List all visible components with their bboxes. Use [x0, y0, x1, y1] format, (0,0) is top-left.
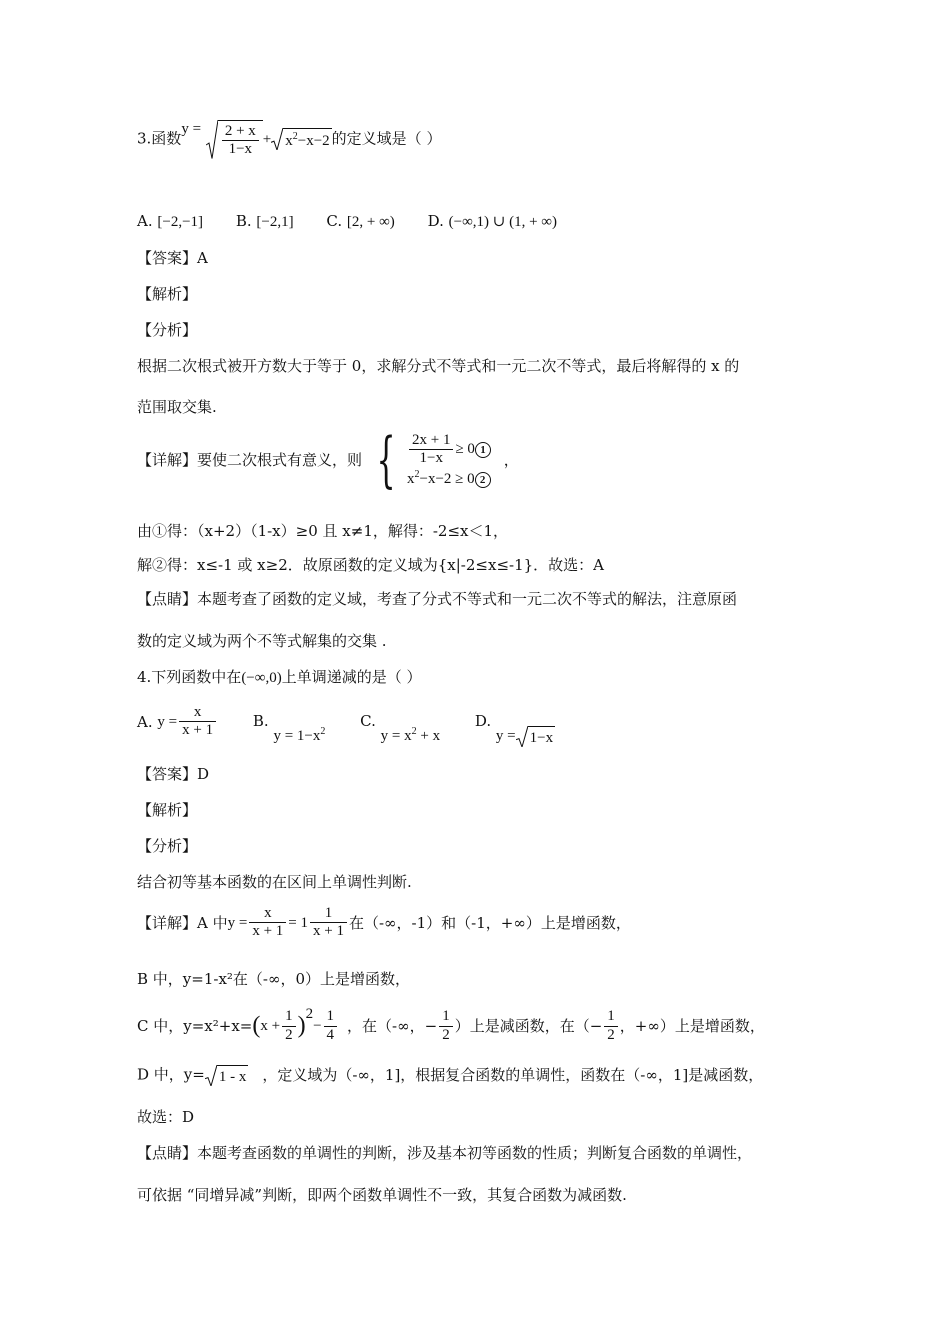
q4-option-c: [360, 712, 440, 745]
q3-prefix: 3.函数: [137, 129, 182, 148]
sys2-x: x: [406, 471, 415, 488]
option-y: y =: [157, 713, 178, 730]
q3-sqrt-2: [271, 128, 331, 150]
q4-dianjing-2: 可依据 “同增异减”判断，即两个函数单调性不一致，其复合函数为减函数.: [137, 1186, 627, 1204]
detailC-q-num: 1: [326, 1008, 335, 1025]
q3-sys-row-1: [407, 432, 491, 468]
detailD-prefix: D 中，y=: [137, 1065, 205, 1084]
detailD-sqrt: [205, 1065, 249, 1086]
q3-option-b: [236, 212, 294, 231]
q4-suffix: 上单调递减的是（ ）: [281, 668, 422, 686]
q4-detail-c: [137, 1005, 765, 1044]
detailA-eq: = 1: [288, 914, 309, 931]
q3-suffix: 的定义域是（ ）: [331, 129, 442, 148]
q3-dianjing-2: 数的定义域为两个不等式解集的交集 .: [137, 632, 387, 650]
option-expr: [−2,1]: [256, 214, 294, 230]
q4-option-b: [253, 712, 326, 745]
q4-option-d: [475, 712, 555, 747]
detailC-mid-num: 1: [442, 1008, 450, 1025]
brace-icon: {: [376, 425, 396, 495]
option-letter: A.: [137, 212, 153, 230]
q4-detail-b: B 中，y=1-x²在（-∞，0）上是增函数，: [137, 970, 411, 988]
optB-sup: 2: [320, 725, 326, 737]
sys1-den: 1−x: [409, 449, 453, 467]
option-letter: D.: [474, 711, 492, 730]
q3-option-d: [428, 212, 557, 231]
option-letter: A.: [137, 712, 153, 731]
q4-stem: [137, 668, 422, 687]
optD-sqrt: [516, 726, 555, 747]
paren-right-icon: ): [297, 1012, 306, 1039]
optA-num: x: [193, 704, 202, 720]
optD-y: y =: [495, 727, 516, 744]
q3-option-c: [326, 212, 394, 231]
detailD-rad: 1 - x: [217, 1065, 249, 1086]
sys2-sup: 2: [414, 469, 420, 481]
q3-rad2: x: [285, 133, 293, 150]
detailC-q-den: 4: [324, 1026, 338, 1044]
sys2-tail: −x−2 ≥ 0: [419, 471, 475, 488]
q3-detail: [137, 425, 519, 495]
q3-sys-comma: ，: [503, 451, 519, 469]
detailD-suffix: ，定义域为（-∞，1]，根据复合函数的单调性，函数在（-∞，1]是减函数，: [262, 1065, 764, 1084]
q4-interval: (−∞,0): [241, 670, 282, 686]
q3-options: [137, 212, 585, 231]
q4-fenxi-text: 结合初等基本函数的在区间上单调性判断.: [137, 873, 412, 891]
q4-answer: 【答案】D: [137, 765, 210, 783]
q4-choice: 故选：D: [137, 1108, 195, 1126]
q3-frac-num: 2 + x: [224, 123, 256, 139]
q3-step-2: 解②得：x≤-1 或 x≥2．故原函数的定义域为{x|-2≤x≤-1}．故选：A: [137, 556, 605, 574]
option-expr: (−∞,1) ∪ (1, + ∞): [448, 214, 557, 230]
sys1-num: 2x + 1: [411, 431, 451, 448]
q3-fenxi-text-2: 范围取交集.: [137, 398, 217, 416]
circled-2-icon: 2: [475, 472, 491, 488]
detailC-prefix: C 中，y=x²+x=: [137, 1017, 253, 1035]
detailC-end: ，+∞）上是增函数，: [619, 1017, 765, 1035]
detailC-mid2-den: 2: [604, 1026, 618, 1044]
optC-expr: y = x: [380, 727, 412, 744]
detailC-mid-den: 2: [439, 1026, 453, 1044]
q3-y-eq: y =: [181, 121, 202, 137]
q3-answer: 【答案】A: [137, 249, 208, 267]
option-letter: C.: [360, 711, 376, 730]
q3-stem: [137, 120, 441, 159]
q3-dianjing-1: 【点睛】本题考查了函数的定义域，考查了分式不等式和一元二次不等式的解法，注意原函: [137, 590, 738, 608]
detailA-y: y =: [227, 914, 248, 931]
option-letter: B.: [252, 711, 269, 730]
q3-inequality-system: [367, 425, 491, 495]
detailC-mid: ，在（-∞，−: [347, 1017, 438, 1035]
detailA-prefix: 【详解】A 中: [137, 913, 228, 932]
detailC-x: x +: [260, 1018, 281, 1034]
q3-sys-row-2: [407, 469, 491, 488]
q3-rad2-sup: 2: [292, 131, 298, 143]
circled-1-icon: 1: [475, 442, 491, 458]
option-expr: [−2,−1]: [157, 214, 204, 230]
detailA-den2: x + 1: [310, 922, 347, 940]
q3-step-1: 由①得：（x+2）（1-x）≥0 且 x≠1，解得：-2≤x＜1，: [137, 522, 509, 540]
detailC-half-num: 1: [285, 1008, 293, 1025]
option-letter: C.: [326, 212, 343, 230]
optC-sup: 2: [411, 725, 417, 737]
q3-frac-den: 1−x: [222, 140, 259, 158]
q3-option-a: [137, 212, 203, 231]
q3-fenxi-text-1: 根据二次根式被开方数大于等于 0，求解分式不等式和一元二次不等式，最后将解得的 x 的: [137, 357, 740, 375]
q4-dianjing-1: 【点睛】本题考查函数的单调性的判断，涉及基本初等函数的性质；判断复合函数的单调性，: [137, 1144, 753, 1162]
q3-rad2-tail: −x−2: [297, 133, 330, 150]
q4-jiexi: 【解析】: [137, 801, 198, 819]
option-letter: D.: [427, 212, 444, 230]
detailA-num: x: [264, 905, 272, 921]
q3-plus: +: [262, 131, 272, 148]
detailC-mid2-num: 1: [607, 1008, 615, 1025]
q4-options: [137, 704, 583, 747]
optC-tail: + x: [416, 727, 441, 744]
detailA-den: x + 1: [249, 922, 286, 940]
q3-jiexi: 【解析】: [137, 285, 198, 303]
detailA-suffix: 在（-∞，-1）和（-1，+∞）上是增函数，: [348, 913, 631, 932]
option-expr: [2, + ∞): [346, 214, 395, 230]
detailC-mid2: ）上是减函数，在（−: [454, 1017, 603, 1035]
detailC-half-den: 2: [282, 1026, 296, 1044]
detailA-num2: 1: [324, 905, 333, 921]
q4-prefix: 4.下列函数中在: [137, 668, 242, 686]
q4-detail-a: [137, 905, 631, 941]
q3-fenxi: 【分析】: [137, 321, 198, 339]
optD-rad: 1−x: [528, 726, 555, 747]
q4-fenxi: 【分析】: [137, 837, 198, 855]
detailC-sq: 2: [305, 1006, 314, 1022]
option-letter: B.: [235, 212, 252, 230]
detailC-minus: −: [313, 1018, 322, 1034]
optB-expr: y = 1−x: [273, 727, 321, 744]
q3-detail-prefix: 【详解】要使二次根式有意义，则: [137, 451, 363, 469]
optA-den: x + 1: [179, 721, 216, 739]
paren-left-icon: (: [252, 1012, 261, 1039]
q3-sqrt-fraction: [206, 120, 263, 159]
q4-detail-d: [137, 1065, 763, 1086]
q4-option-a: [137, 704, 218, 740]
sys1-rel: ≥ 0: [455, 440, 475, 457]
